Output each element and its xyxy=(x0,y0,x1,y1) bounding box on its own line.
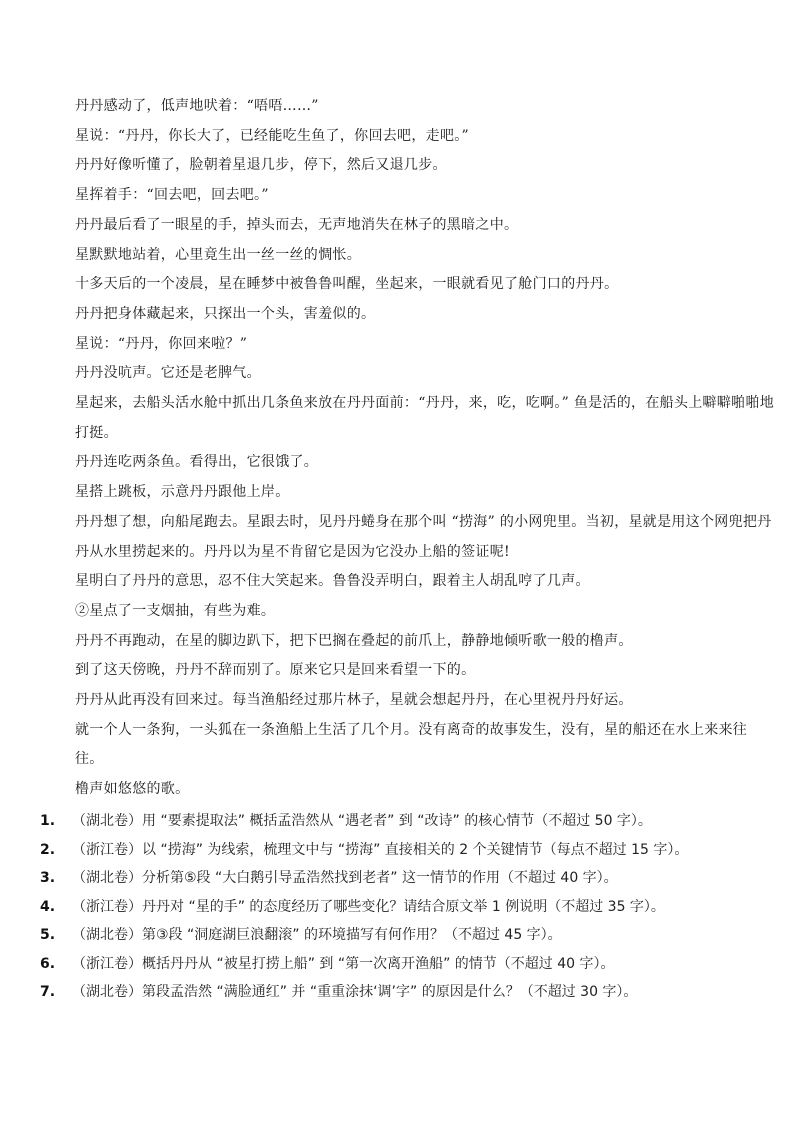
question-text: （浙江卷）概括丹丹从 “被星打捞上船” 到 “第一次离开渔船” 的情节（不超过 40 字）。 xyxy=(72,955,615,972)
question-item xyxy=(40,810,740,832)
question-item xyxy=(40,896,740,918)
question-number: 1. xyxy=(40,813,56,829)
story-paragraph: 丹丹没吭声。它还是老脾气。 xyxy=(75,365,261,382)
question-text: （浙江卷）丹丹对 “星的手” 的态度经历了哪些变化？请结合原文举 1 例说明（不超过 35 字）。 xyxy=(72,898,665,915)
story-paragraph: 丹丹感动了，低声地吠着：“唔唔……” xyxy=(75,98,319,114)
story-paragraph: 星默默地站着，心里竟生出一丝一丝的惆怅。 xyxy=(75,246,361,263)
question-item xyxy=(40,839,740,861)
story-paragraph: 丹丹连吃两条鱼。看得出，它很饿了。 xyxy=(75,454,319,471)
question-item xyxy=(40,981,740,1003)
question-number: 6. xyxy=(40,955,56,972)
question-number: 4. xyxy=(40,898,56,915)
story-paragraph: 丹丹把身体藏起来，只探出一个头，害羞似的。 xyxy=(75,305,376,322)
question-number: 2. xyxy=(40,841,56,858)
question-text: （湖北卷）第段孟浩然 “满脸通红” 并 “重重涂抹‘调’字” 的原因是什么？（不超过 30 字）。 xyxy=(72,984,638,1000)
question-text: （湖北卷）用 “要素提取法” 概括孟浩然从 “遇老者” 到 “改诗” 的核心情节（不超过 50 字）。 xyxy=(72,813,652,829)
story-paragraph: 星说：“丹丹，你长大了，已经能吃生鱼了，你回去吧，走吧。” xyxy=(75,127,470,144)
question-text: （浙江卷）以 “捞海” 为线索，梳理文中与 “捞海” 直接相关的 2 个关键情节（每点不超过 15 字）。 xyxy=(72,841,689,858)
story-paragraph: ②星点了一支烟抽，有些为难。 xyxy=(75,602,276,619)
question-number: 5. xyxy=(40,927,56,943)
story-paragraph: 星说：“丹丹，你回来啦？” xyxy=(75,335,248,352)
question-item xyxy=(40,953,740,975)
story-paragraph: 丹丹不再跑动，在星的脚边趴下，把下巴搁在叠起的前爪上，静静地倾听歌一般的橹声。 xyxy=(75,632,633,649)
story-paragraph: 丹丹最后看了一眼星的手，掉头而去，无声地消失在林子的黑暗之中。 xyxy=(75,216,519,233)
story-paragraph: 星起来，去船头活水舱中抓出几条鱼来放在丹丹面前：“丹丹，来，吃，吃啊。” 鱼是活的，在船头上噼噼啪啪地打挺。 xyxy=(75,395,775,441)
story-paragraph: 星搭上跳板，示意丹丹跟他上岸。 xyxy=(75,484,290,501)
story-paragraph: 十多天后的一个凌晨，星在睡梦中被鲁鲁叫醒，坐起来，一眼就看见了舱门口的丹丹。 xyxy=(75,276,619,293)
question-number: 7. xyxy=(40,984,56,1000)
story-text xyxy=(75,92,775,805)
question-list xyxy=(40,810,740,1010)
question-item xyxy=(40,867,740,889)
story-paragraph: 星挥着手：“回去吧，回去吧。” xyxy=(75,187,269,204)
story-paragraph: 橹声如悠悠的歌。 xyxy=(75,781,190,798)
question-number: 3. xyxy=(40,870,56,886)
story-paragraph: 到了这天傍晚，丹丹不辞而别了。原来它只是回来看望一下的。 xyxy=(75,662,476,679)
question-item xyxy=(40,924,740,946)
story-paragraph: 丹丹好像听懂了，脸朝着星退几步，停下，然后又退几步。 xyxy=(75,157,447,174)
story-paragraph: 丹丹从此再没有回来过。每当渔船经过那片林子，星就会想起丹丹，在心里祝丹丹好运。 xyxy=(75,692,633,709)
story-paragraph: 星明白了丹丹的意思，忍不住大笑起来。鲁鲁没弄明白，跟着主人胡乱哼了几声。 xyxy=(75,573,590,590)
story-paragraph: 丹丹想了想，向船尾跑去。星跟去时，见丹丹蜷身在那个叫 “捞海” 的小网兜里。当初，星就是用这个网兜把丹丹从水里捞起来的。丹丹以为星不肯留它是因为它没办上船的签证呢! xyxy=(75,513,772,560)
question-text: （湖北卷）分析第⑤段 “大白鹅引导孟浩然找到老者” 这一情节的作用（不超过 40 字）。 xyxy=(72,870,618,886)
story-paragraph: 就一个人一条狗，一头狐在一条渔船上生活了几个月。没有离奇的故事发生，没有，星的船还在水上来来往往。 xyxy=(75,721,748,768)
question-text: （湖北卷）第③段 “洞庭湖巨浪翻滚” 的环境描写有何作用？（不超过 45 字）。 xyxy=(72,927,562,943)
